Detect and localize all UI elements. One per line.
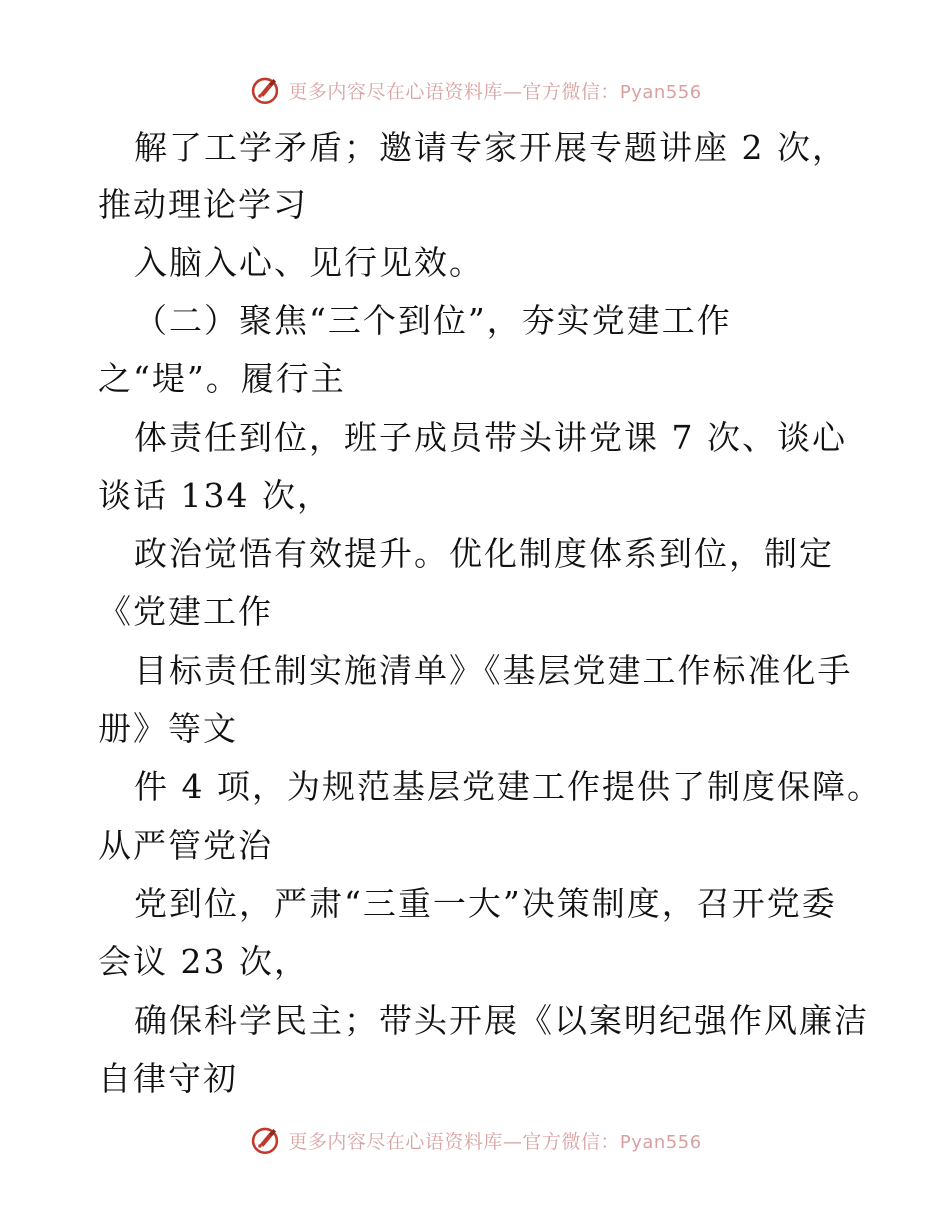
text-line: 谈话 134 次， <box>98 476 332 515</box>
text-line: 册》等文 <box>98 709 238 748</box>
text-line: 件 4 项，为规范基层党建工作提供了制度保障。 <box>134 767 882 806</box>
text-line: 党到位，严肃“三重一大”决策制度，召开党委 <box>134 884 837 923</box>
text-line: 推动理论学习 <box>98 185 308 224</box>
text-line: 确保科学民主；带头开展《以案明纪强作风廉洁 <box>134 1001 869 1040</box>
logo-icon <box>248 1123 282 1157</box>
watermark-wechat-id: Pyan556 <box>619 1131 702 1153</box>
watermark-text: 更多内容尽在心语资料库—官方微信：Pyan556 <box>288 80 702 103</box>
logo-icon <box>248 73 282 107</box>
text-line: 体责任到位，班子成员带头讲党课 7 次、谈心 <box>134 418 847 457</box>
text-line: 会议 23 次， <box>98 942 309 981</box>
header-watermark <box>0 70 950 110</box>
footer-watermark <box>0 1120 950 1160</box>
text-line: 入脑入心、见行见效。 <box>134 243 484 282</box>
text-line: 之“堤”。履行主 <box>98 359 346 398</box>
text-line: 自律守初 <box>98 1059 238 1098</box>
watermark-wechat-id: Pyan556 <box>619 81 702 103</box>
text-line: 政治觉悟有效提升。优化制度体系到位，制定 <box>134 534 834 573</box>
text-line: 目标责任制实施清单》《基层党建工作标准化手 <box>134 651 853 690</box>
text-line: 解了工学矛盾；邀请专家开展专题讲座 2 次， <box>134 128 847 167</box>
text-line: 《党建工作 <box>98 592 273 631</box>
text-line: 从严管党治 <box>98 826 273 865</box>
watermark-text: 更多内容尽在心语资料库—官方微信：Pyan556 <box>288 1130 702 1153</box>
section-heading: （二）聚焦“三个到位”，夯实党建工作 <box>134 301 732 340</box>
